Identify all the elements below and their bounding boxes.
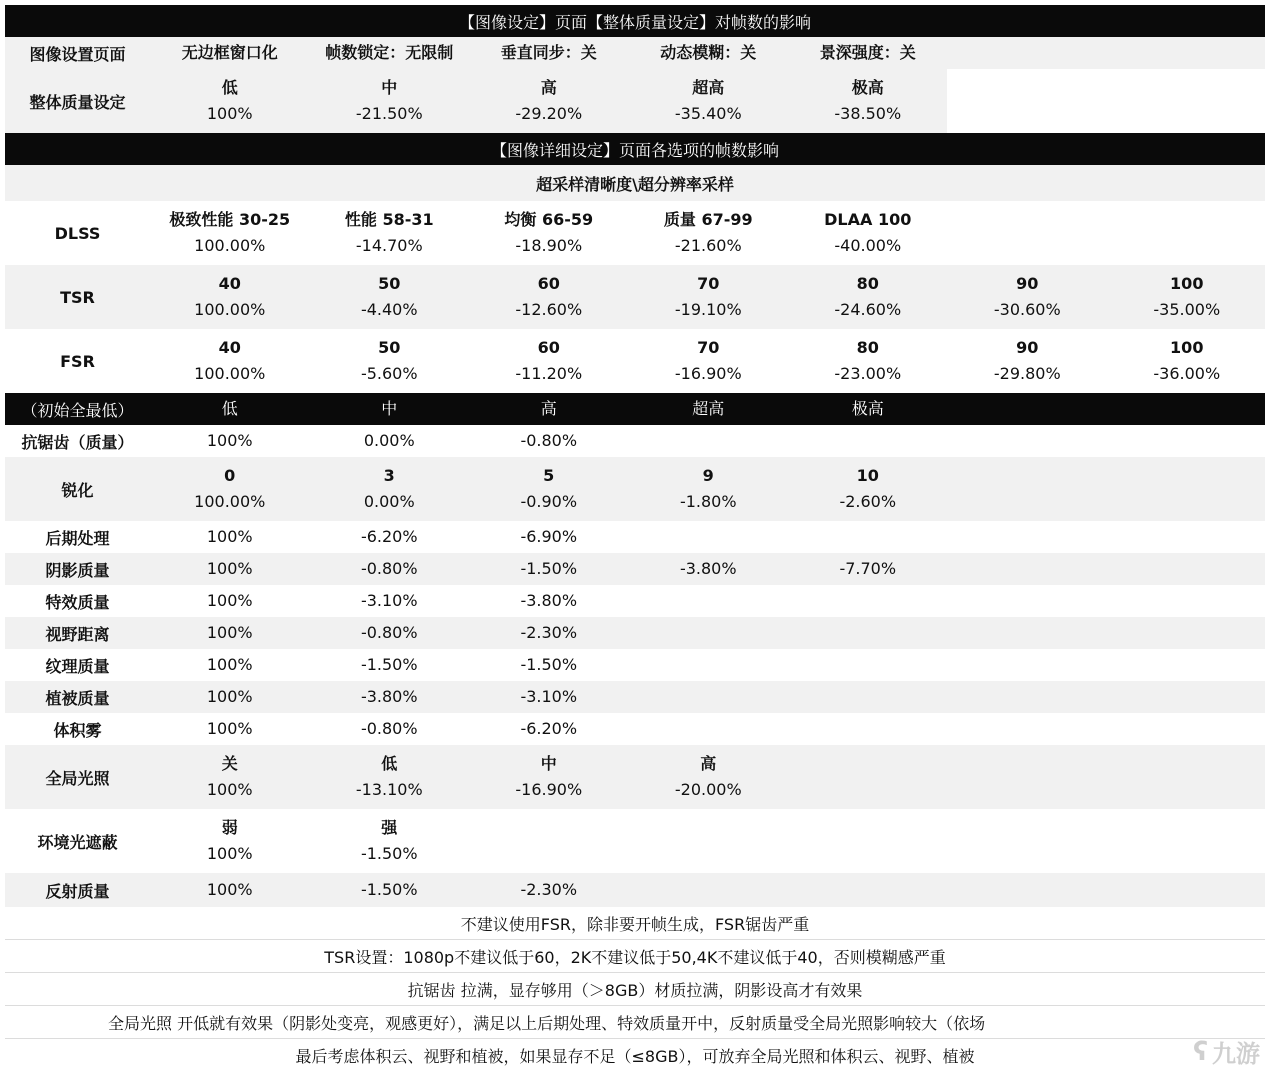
fps-value: -3.80% bbox=[679, 559, 737, 578]
fps-value bbox=[629, 649, 789, 681]
base-header-cell: 低 bbox=[221, 399, 238, 418]
note-text: 不建议使用FSR，除非要开帧生成，FSR锯齿严重 bbox=[460, 914, 810, 934]
level-label: 80 bbox=[856, 274, 879, 293]
note-text: TSR设置：1080p不建议低于60，2K不建议低于50,4K不建议低于40，否则模糊感严重 bbox=[324, 947, 946, 967]
level-label: 90 bbox=[1016, 274, 1039, 293]
fps-value: -2.30% bbox=[520, 880, 578, 899]
fps-value: -3.80% bbox=[360, 687, 418, 706]
fps-value: -19.10% bbox=[674, 300, 742, 319]
fps-value: -20.00% bbox=[674, 780, 742, 799]
fps-value: -23.00% bbox=[834, 364, 902, 383]
fps-value: -0.90% bbox=[520, 492, 578, 511]
detail-banner bbox=[5, 133, 1265, 165]
fps-value: 0.00% bbox=[363, 492, 415, 511]
global-illumination-label: 全局光照 bbox=[45, 768, 110, 788]
fps-value bbox=[788, 649, 948, 681]
top-banner-text: 【图像设定】页面【整体质量设定】对帧数的影响 bbox=[458, 12, 811, 32]
level-label: 高 bbox=[540, 78, 557, 97]
fps-value: -2.30% bbox=[520, 623, 578, 642]
fps-value: -11.20% bbox=[515, 364, 583, 383]
level-label: 中 bbox=[540, 754, 557, 773]
fps-value: -7.70% bbox=[839, 559, 897, 578]
note-line bbox=[5, 1006, 1265, 1039]
fps-value: -12.60% bbox=[515, 300, 583, 319]
settings-cell: 帧数锁定：无限制 bbox=[325, 43, 454, 62]
note-text: 最后考虑体积云、视野和植被，如果显存不足（≤8GB），可放弃全局光照和体积云、视野、植被 bbox=[295, 1047, 975, 1066]
fps-value bbox=[788, 713, 948, 745]
setting-row-foliage bbox=[5, 681, 1265, 713]
fps-value: -6.20% bbox=[360, 527, 418, 546]
level-label: 0 bbox=[224, 466, 236, 485]
fps-value: -21.60% bbox=[674, 236, 742, 255]
reflection-label: 反射质量 bbox=[45, 881, 110, 901]
fps-value bbox=[629, 681, 789, 713]
fps-value: 100% bbox=[206, 844, 253, 863]
level-label: 90 bbox=[1016, 338, 1039, 357]
watermark-text: 九游 bbox=[1212, 1040, 1260, 1068]
global-illumination-row bbox=[5, 745, 1265, 809]
fps-value: -3.10% bbox=[520, 687, 578, 706]
fps-value: -3.80% bbox=[520, 591, 578, 610]
setting-row-texture bbox=[5, 649, 1265, 681]
level-label: 5 bbox=[543, 466, 555, 485]
level-label: 40 bbox=[218, 274, 241, 293]
fps-value bbox=[629, 521, 789, 553]
fps-value: -5.60% bbox=[360, 364, 418, 383]
fps-value: 0.00% bbox=[363, 431, 415, 450]
upscale-title-text: 超采样清晰度\超分辨率采样 bbox=[536, 174, 734, 194]
fps-value: -0.80% bbox=[360, 623, 418, 642]
fps-value bbox=[788, 617, 948, 649]
fps-value: -16.90% bbox=[674, 364, 742, 383]
setting-label: 纹理质量 bbox=[45, 656, 110, 676]
fps-value: -29.20% bbox=[515, 104, 583, 123]
base-header-label: （初始全最低） bbox=[21, 400, 134, 420]
setting-label: 体积雾 bbox=[53, 720, 102, 740]
base-header-cell: 超高 bbox=[692, 399, 725, 418]
overall-quality-label: 整体质量设定 bbox=[29, 92, 126, 112]
fps-value: -24.60% bbox=[834, 300, 902, 319]
note-line bbox=[5, 907, 1265, 940]
detail-banner-text: 【图像详细设定】页面各选项的帧数影响 bbox=[490, 140, 779, 160]
fps-value: -13.10% bbox=[355, 780, 423, 799]
level-label: DLAA 100 bbox=[824, 210, 912, 229]
fps-value: -14.70% bbox=[355, 236, 423, 255]
fps-value: 100% bbox=[206, 527, 253, 546]
level-label: 9 bbox=[702, 466, 714, 485]
fps-value: -30.60% bbox=[993, 300, 1061, 319]
fps-value bbox=[788, 681, 948, 713]
fps-value: -35.00% bbox=[1153, 300, 1221, 319]
settings-table bbox=[5, 5, 1265, 1072]
level-label: 80 bbox=[856, 338, 879, 357]
setting-row-effects bbox=[5, 585, 1265, 617]
ambient-occlusion-label: 环境光遮蔽 bbox=[37, 832, 118, 852]
fps-value: -3.10% bbox=[360, 591, 418, 610]
fps-value: -6.90% bbox=[520, 527, 578, 546]
fps-value: 100% bbox=[206, 880, 253, 899]
setting-label: 后期处理 bbox=[45, 528, 110, 548]
fps-value: -1.50% bbox=[360, 655, 418, 674]
fps-value: -1.50% bbox=[360, 880, 418, 899]
settings-row bbox=[5, 37, 1265, 69]
upscale-title bbox=[5, 165, 1265, 201]
fps-value bbox=[629, 713, 789, 745]
fps-value: -1.80% bbox=[679, 492, 737, 511]
fps-value: -40.00% bbox=[834, 236, 902, 255]
settings-cell: 动态模糊：关 bbox=[660, 43, 757, 62]
nine-games-logo-icon: ʕ bbox=[1193, 1036, 1208, 1067]
level-label: 低 bbox=[381, 754, 398, 773]
setting-label: 视野距离 bbox=[45, 624, 110, 644]
fps-value: -0.80% bbox=[360, 719, 418, 738]
fps-value bbox=[788, 521, 948, 553]
fps-value: 100.00% bbox=[194, 236, 266, 255]
base-header-cell: 高 bbox=[540, 399, 557, 418]
ambient-occlusion-row bbox=[5, 809, 1265, 873]
fps-value: -0.80% bbox=[360, 559, 418, 578]
level-label: 低 bbox=[221, 78, 238, 97]
level-label: 均衡 66-59 bbox=[504, 210, 594, 229]
base-header-cell: 极高 bbox=[851, 399, 884, 418]
tsr-label: TSR bbox=[60, 287, 95, 307]
fps-value: -1.50% bbox=[360, 844, 418, 863]
level-label: 50 bbox=[378, 338, 401, 357]
fps-value: 100.00% bbox=[194, 492, 266, 511]
base-header-row bbox=[5, 393, 1265, 425]
note-line bbox=[5, 940, 1265, 973]
fsr-label: FSR bbox=[60, 351, 95, 371]
settings-cell: 垂直同步：关 bbox=[500, 43, 597, 62]
fps-value: -4.40% bbox=[360, 300, 418, 319]
fps-value: 100.00% bbox=[194, 364, 266, 383]
base-header-cell: 中 bbox=[381, 399, 398, 418]
note-line bbox=[5, 973, 1265, 1006]
settings-row-label: 图像设置页面 bbox=[29, 44, 126, 64]
fps-value: 100% bbox=[206, 431, 253, 450]
fps-value: -29.80% bbox=[993, 364, 1061, 383]
level-label: 10 bbox=[856, 466, 879, 485]
sharpen-row bbox=[5, 457, 1265, 521]
fps-value: -2.60% bbox=[839, 492, 897, 511]
setting-row-view-distance bbox=[5, 617, 1265, 649]
fps-value: 100% bbox=[206, 655, 253, 674]
fps-value: -38.50% bbox=[834, 104, 902, 123]
level-label: 100 bbox=[1170, 274, 1204, 293]
fps-value: 100% bbox=[206, 687, 253, 706]
level-label: 强 bbox=[381, 818, 398, 837]
fps-value: -18.90% bbox=[515, 236, 583, 255]
level-label: 质量 67-99 bbox=[663, 210, 753, 229]
fps-value: 100% bbox=[206, 719, 253, 738]
dlss-row bbox=[5, 201, 1265, 265]
fps-value: -16.90% bbox=[515, 780, 583, 799]
note-text: 抗锯齿 拉满，显存够用（＞8GB）材质拉满，阴影设高才有效果 bbox=[407, 980, 863, 1000]
note-text: 全局光照 开低就有效果（阴影处变亮，观感更好），满足以上后期处理、特效质量开中，反射质量受全局光照影响较大（依场 bbox=[108, 1013, 986, 1033]
settings-cell: 无边框窗口化 bbox=[181, 43, 278, 62]
fps-value: 100% bbox=[206, 623, 253, 642]
sharpen-label: 锐化 bbox=[61, 480, 94, 500]
level-label: 中 bbox=[381, 78, 398, 97]
top-banner bbox=[5, 5, 1265, 37]
dlss-label: DLSS bbox=[54, 223, 101, 243]
level-label: 高 bbox=[700, 754, 717, 773]
level-label: 70 bbox=[697, 338, 720, 357]
setting-row-shadow bbox=[5, 553, 1265, 585]
fps-value bbox=[629, 617, 789, 649]
fps-value: 100% bbox=[206, 591, 253, 610]
fps-value: -35.40% bbox=[674, 104, 742, 123]
setting-row-post-processing bbox=[5, 521, 1265, 553]
note-line bbox=[5, 1036, 1265, 1072]
fps-value: 100% bbox=[206, 780, 253, 799]
level-label: 70 bbox=[697, 274, 720, 293]
level-label: 关 bbox=[221, 754, 238, 773]
tsr-row bbox=[5, 265, 1265, 329]
level-label: 极致性能 30-25 bbox=[169, 210, 291, 229]
setting-row-volumetric-fog bbox=[5, 713, 1265, 745]
fps-value bbox=[788, 585, 948, 617]
antialias-label: 抗锯齿（质量） bbox=[21, 432, 134, 452]
level-label: 性能 58-31 bbox=[344, 210, 434, 229]
fps-value: -21.50% bbox=[355, 104, 423, 123]
level-label: 超高 bbox=[692, 78, 725, 97]
watermark bbox=[1193, 1034, 1260, 1069]
level-label: 60 bbox=[537, 274, 560, 293]
fps-value: 100.00% bbox=[194, 300, 266, 319]
fps-value bbox=[629, 585, 789, 617]
level-label: 60 bbox=[537, 338, 560, 357]
level-label: 50 bbox=[378, 274, 401, 293]
fsr-row bbox=[5, 329, 1265, 393]
level-label: 3 bbox=[383, 466, 395, 485]
fps-value: -0.80% bbox=[520, 431, 578, 450]
level-label: 40 bbox=[218, 338, 241, 357]
reflection-row bbox=[5, 873, 1265, 907]
antialias-row bbox=[5, 425, 1265, 457]
overall-quality-row bbox=[5, 69, 1265, 133]
fps-value: -1.50% bbox=[520, 655, 578, 674]
setting-label: 阴影质量 bbox=[45, 560, 110, 580]
level-label: 100 bbox=[1170, 338, 1204, 357]
level-label: 极高 bbox=[851, 78, 884, 97]
fps-value: 100% bbox=[206, 104, 253, 123]
fps-value: -1.50% bbox=[520, 559, 578, 578]
level-label: 弱 bbox=[221, 818, 238, 837]
fps-value: 100% bbox=[206, 559, 253, 578]
setting-label: 特效质量 bbox=[45, 592, 110, 612]
setting-label: 植被质量 bbox=[45, 688, 110, 708]
fps-value: -36.00% bbox=[1153, 364, 1221, 383]
fps-value: -6.20% bbox=[520, 719, 578, 738]
settings-cell: 景深强度：关 bbox=[819, 43, 916, 62]
